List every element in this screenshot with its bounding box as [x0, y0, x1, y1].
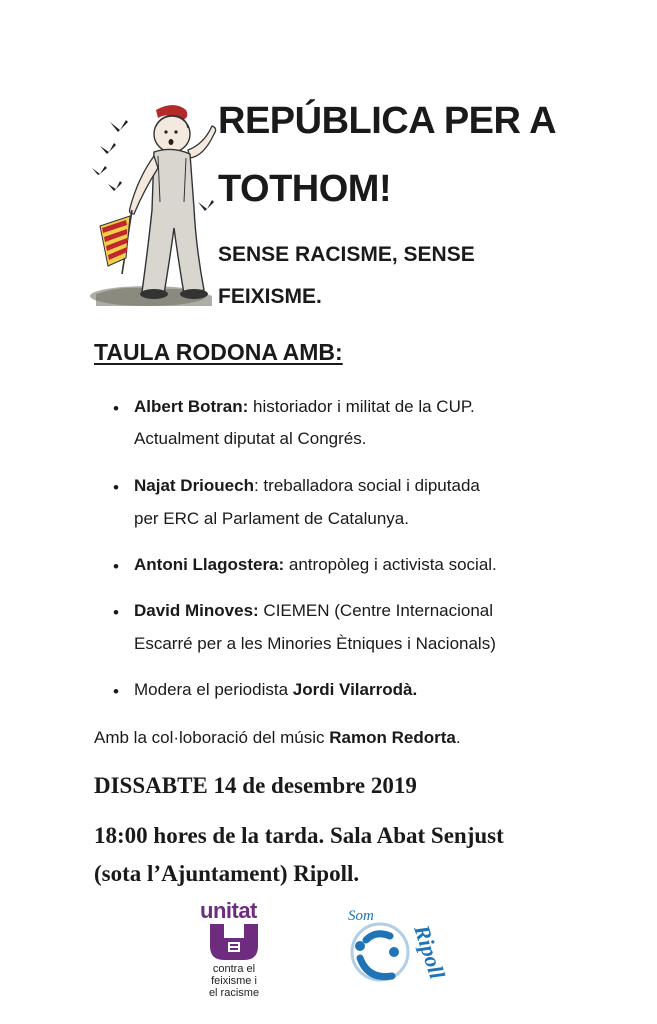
som-ripoll-word-top: Som — [348, 908, 374, 924]
som-ripoll-word-bottom: Ripoll — [409, 921, 451, 982]
speaker-4-desc-1: CIEMEN (Centre Internacional — [258, 601, 494, 620]
bullet-icon: • — [113, 478, 119, 497]
moderator-prefix: Modera el periodista — [134, 680, 293, 699]
speaker-1-line-1 — [134, 398, 475, 415]
event-place-line-1: 18:00 hores de la tarda. Sala Abat Senjust — [94, 823, 504, 848]
speaker-1-desc-1: historiador i militat de la CUP. — [248, 397, 475, 416]
bullet-icon: • — [113, 603, 119, 622]
speaker-1-name: Albert Botran: — [134, 397, 249, 416]
subtitle-line-1: SENSE RACISME, SENSE — [218, 243, 475, 266]
speaker-3-line-1 — [134, 556, 497, 573]
speaker-4-line-2: Escarré per a les Minories Ètniques i Nacionals) — [134, 634, 496, 653]
unitat-tagline-1: contra el — [212, 963, 256, 975]
collaboration-line — [94, 729, 461, 746]
subtitle-line-2: FEIXISME. — [218, 285, 322, 308]
event-place-line-2: (sota l’Ajuntament) Ripoll. — [94, 861, 360, 886]
speaker-2-line-1 — [134, 477, 480, 494]
speaker-3-name: Antoni Llagostera: — [134, 555, 285, 574]
event-date: DISSABTE 14 de desembre 2019 — [94, 773, 417, 798]
speaker-1-line-2: Actualment diputat al Congrés. — [134, 429, 367, 448]
speaker-2-name: Najat Driouech — [134, 476, 254, 495]
collaboration-prefix: Amb la col·loboració del músic — [94, 728, 330, 747]
speaker-4-line-1 — [134, 602, 493, 619]
collaboration-suffix: . — [455, 728, 461, 747]
title-line-1: REPÚBLICA PER A — [218, 100, 557, 142]
unitat-logo — [196, 898, 272, 1004]
unitat-tagline-2: feixisme i — [211, 975, 257, 987]
speaker-3-desc-1: antropòleg i activista social. — [284, 555, 497, 574]
title-line-2: TOTHOM! — [218, 168, 392, 210]
moderator-line — [134, 681, 417, 698]
speaker-2-line-2: per ERC al Parlament de Catalunya. — [134, 509, 409, 528]
bullet-icon: • — [113, 399, 119, 418]
som-ripoll-logo — [338, 900, 451, 1000]
speaker-2-desc-1: : treballadora social i diputada — [253, 476, 480, 495]
section-heading: TAULA RODONA AMB: — [94, 339, 343, 365]
speaker-4-name: David Minoves: — [134, 601, 259, 620]
moderator-name: Jordi Vilarrodà. — [292, 680, 418, 699]
child-with-flag-illustration — [86, 98, 222, 308]
unitat-logo-word: unitat — [200, 898, 257, 923]
bullet-icon: • — [113, 557, 119, 576]
collaboration-name: Ramon Redorta — [329, 728, 456, 747]
unitat-tagline-3: el racisme — [208, 987, 260, 999]
unitat-emblem-icon — [210, 924, 258, 960]
bullet-icon: • — [113, 682, 119, 701]
